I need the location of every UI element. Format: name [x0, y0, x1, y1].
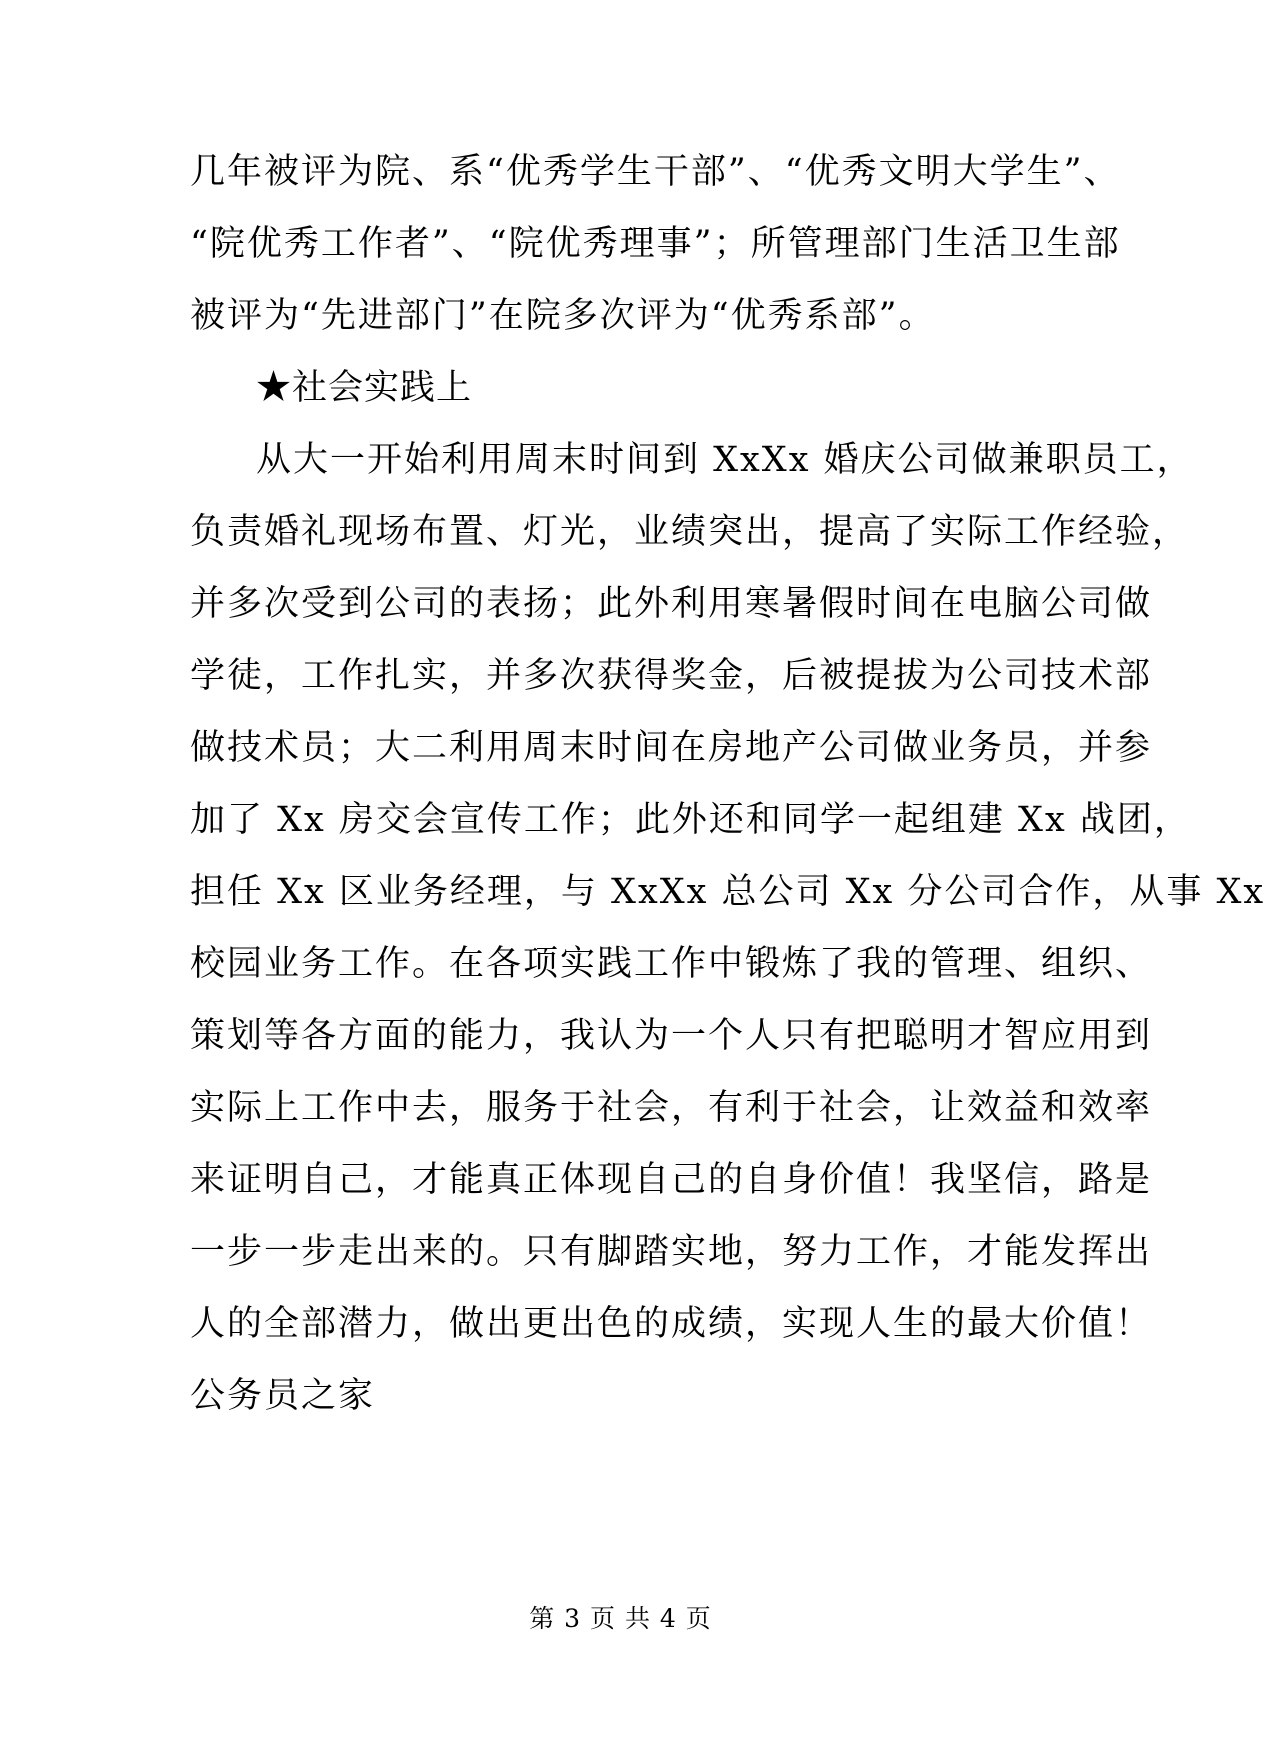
- text-line-15: 来证明自己，才能真正体现自己的自身价值！我坚信，路是: [190, 1160, 1153, 1200]
- text-line-16: 一步一步走出来的。只有脚踏实地，努力工作，才能发挥出: [190, 1232, 1153, 1272]
- text-line-9: 做技术员；大二利用周末时间在房地产公司做业务员，并参: [190, 728, 1153, 768]
- text-line-1: 几年被评为院、系“优秀学生干部”、“优秀文明大学生”、: [190, 152, 1121, 192]
- text-line-2: “院优秀工作者”、“院优秀理事”；所管理部门生活卫生部: [190, 224, 1121, 264]
- text-line-10: 加了 Xx 房交会宣传工作；此外还和同学一起组建 Xx 战团，: [190, 800, 1191, 840]
- text-line-18: 公务员之家: [190, 1376, 376, 1416]
- text-line-3: 被评为“先进部门”在院多次评为“优秀系部”。: [190, 296, 936, 336]
- text-line-14: 实际上工作中去，服务于社会，有利于社会，让效益和效率: [190, 1088, 1153, 1128]
- text-line-7: 并多次受到公司的表扬；此外利用寒暑假时间在电脑公司做: [190, 584, 1153, 624]
- page-number-footer: 第 3 页 共 4 页: [529, 1604, 712, 1633]
- text-line-12: 校园业务工作。在各项实践工作中锻炼了我的管理、组织、: [190, 944, 1153, 984]
- text-line-11: 担任 Xx 区业务经理，与 XxXx 总公司 Xx 分公司合作，从事 Xx: [190, 872, 1265, 912]
- text-line-6: 负责婚礼现场布置、灯光，业绩突出，提高了实际工作经验，: [190, 512, 1190, 552]
- text-line-13: 策划等各方面的能力，我认为一个人只有把聪明才智应用到: [190, 1016, 1153, 1056]
- text-line-8: 学徒，工作扎实，并多次获得奖金，后被提拔为公司技术部: [190, 656, 1153, 696]
- text-line-5: 从大一开始利用周末时间到 XxXx 婚庆公司做兼职员工，: [256, 440, 1194, 480]
- section-heading: ★社会实践上: [256, 368, 473, 408]
- text-line-17: 人的全部潜力，做出更出色的成绩，实现人生的最大价值！: [190, 1304, 1153, 1344]
